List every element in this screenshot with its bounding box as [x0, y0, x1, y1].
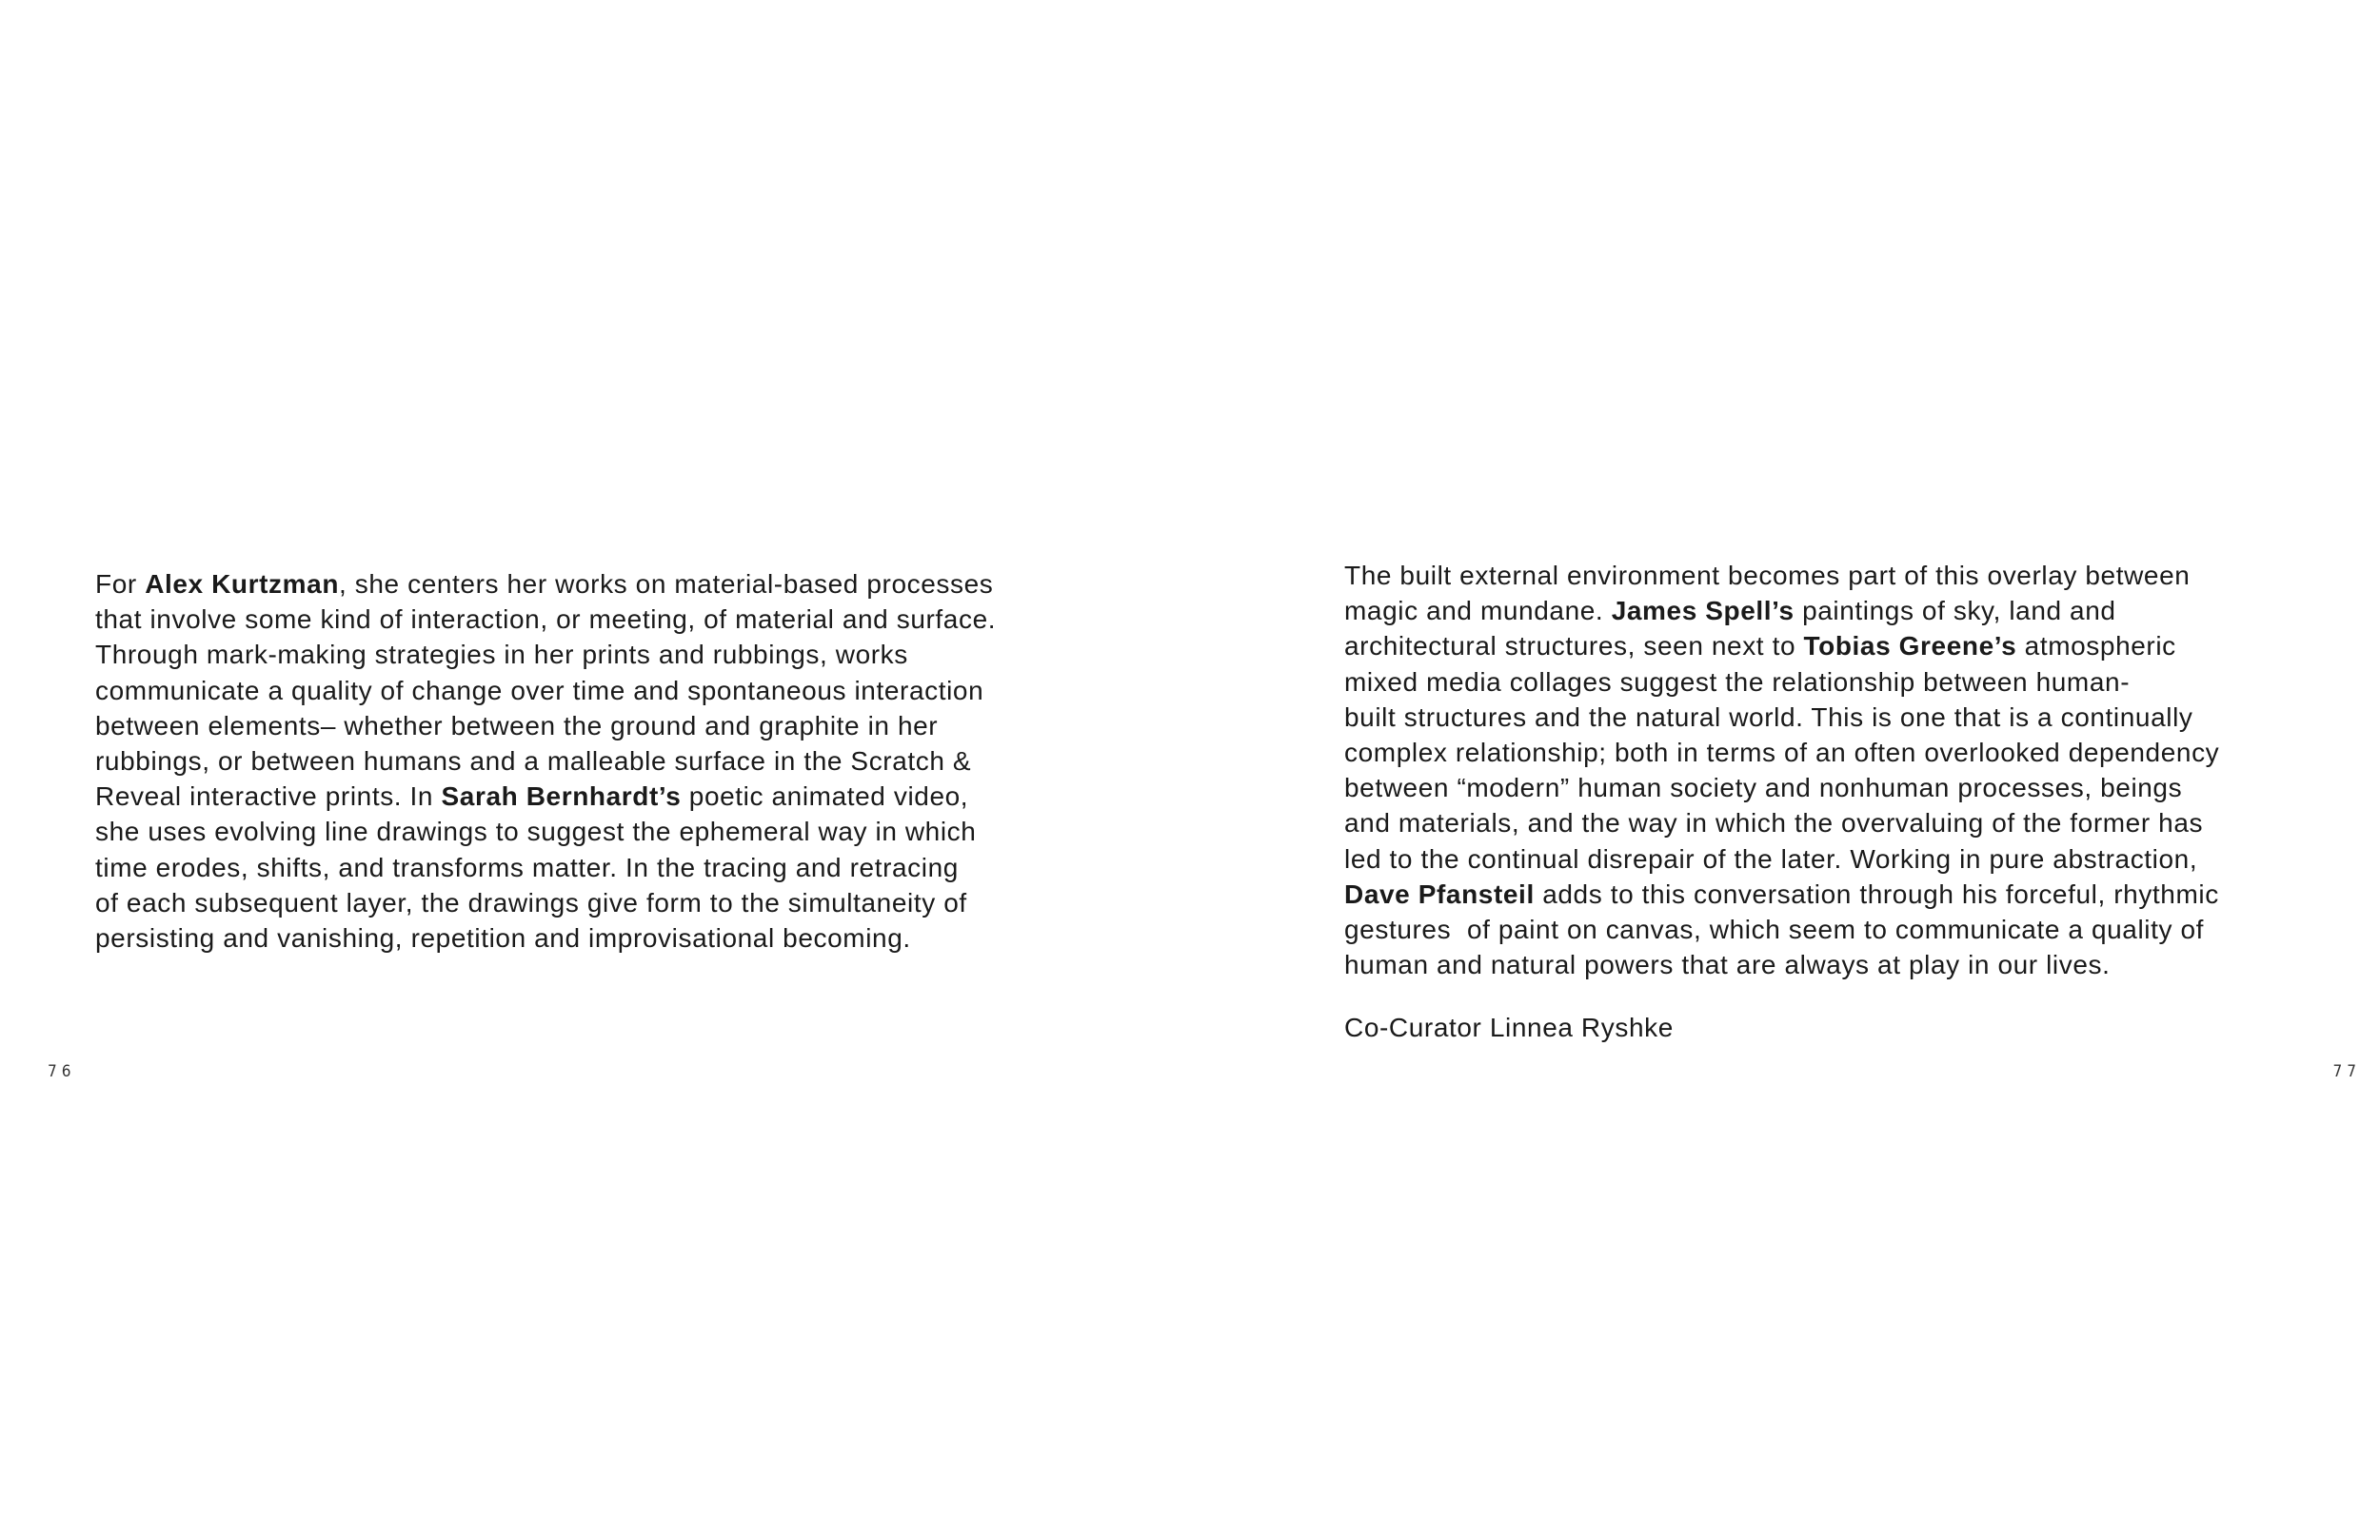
- text-run: complex relationship; both in terms of an often overlooked dependency: [1344, 738, 2220, 768]
- page-number-right: 77: [2332, 1062, 2361, 1081]
- text-line: [1344, 770, 2353, 805]
- text-run: , she centers her works on material-based processes: [339, 569, 994, 599]
- text-line: [1344, 947, 2353, 982]
- text-run: and materials, and the way in which the overvaluing of the former has: [1344, 808, 2204, 839]
- text-line: [1344, 805, 2353, 840]
- text-line: [95, 920, 1095, 956]
- text-run: paintings of sky, land and: [1794, 596, 2116, 626]
- text-run: The built external environment becomes part of this overlay between: [1344, 561, 2191, 590]
- right-page: [1190, 0, 2380, 1540]
- text-line: [95, 566, 1095, 602]
- artist-name: Alex Kurtzman: [145, 569, 340, 599]
- artist-name: Tobias Greene’s: [1803, 631, 2017, 661]
- text-run: atmospheric: [2016, 631, 2176, 661]
- right-body-paragraph: [1344, 558, 2353, 982]
- text-line: [1344, 593, 2353, 628]
- text-run: human and natural powers that are always at play in our lives.: [1344, 950, 2111, 980]
- artist-name: Sarah Bernhardt’s: [441, 781, 682, 812]
- text-line: [1344, 700, 2353, 735]
- text-line: [95, 602, 1095, 637]
- text-line: [95, 673, 1095, 708]
- text-line: [1344, 841, 2353, 877]
- text-run: communicate a quality of change over time and spontaneous interaction: [95, 675, 984, 705]
- text-line: [1344, 628, 2353, 663]
- text-line: [1344, 664, 2353, 700]
- text-run: she uses evolving line drawings to suggest the ephemeral way in which: [95, 817, 977, 847]
- text-line: [95, 779, 1095, 814]
- curator-signature: Co-Curator Linnea Ryshke: [1344, 1013, 1674, 1042]
- artist-name: James Spell’s: [1611, 596, 1795, 626]
- text-run: that involve some kind of interaction, or meeting, of material and surface.: [95, 604, 997, 635]
- text-line: [95, 637, 1095, 672]
- text-run: For: [95, 569, 146, 599]
- text-line: [95, 708, 1095, 743]
- text-run: mixed media collages suggest the relationship between human-: [1344, 666, 2131, 697]
- text-line: [1344, 735, 2353, 770]
- text-run: gestures of paint on canvas, which seem to communicate a quality of: [1344, 915, 2205, 945]
- text-line: [95, 743, 1095, 779]
- text-run: persisting and vanishing, repetition and improvisational becoming.: [95, 923, 911, 954]
- text-run: architectural structures, seen next to: [1344, 631, 1804, 661]
- text-line: [95, 885, 1095, 920]
- text-run: between “modern” human society and nonhuman processes, beings: [1344, 773, 2183, 803]
- text-run: magic and mundane.: [1344, 596, 1612, 626]
- text-run: rubbings, or between humans and a malleable surface in the Scratch &: [95, 746, 972, 777]
- page-number-left: 76: [48, 1062, 76, 1081]
- text-run: built structures and the natural world. This is one that is a continually: [1344, 701, 2193, 732]
- text-run: Reveal interactive prints. In: [95, 781, 442, 812]
- text-run: led to the continual disrepair of the later. Working in pure abstraction,: [1344, 843, 2198, 874]
- text-line: [95, 850, 1095, 885]
- text-line: [1344, 558, 2353, 593]
- text-run: between elements– whether between the ground and graphite in her: [95, 710, 939, 740]
- text-run: poetic animated video,: [681, 781, 969, 812]
- text-run: adds to this conversation through his forceful, rhythmic: [1534, 879, 2219, 909]
- text-run: time erodes, shifts, and transforms matter. In the tracing and retracing: [95, 852, 959, 882]
- left-body-paragraph: [95, 566, 1095, 956]
- text-run: of each subsequent layer, the drawings give form to the simultaneity of: [95, 887, 967, 918]
- text-run: Through mark-making strategies in her prints and rubbings, works: [95, 640, 908, 670]
- text-line: [1344, 912, 2353, 947]
- text-line: [95, 814, 1095, 849]
- artist-name: Dave Pfansteil: [1344, 879, 1535, 909]
- text-line: [1344, 877, 2353, 912]
